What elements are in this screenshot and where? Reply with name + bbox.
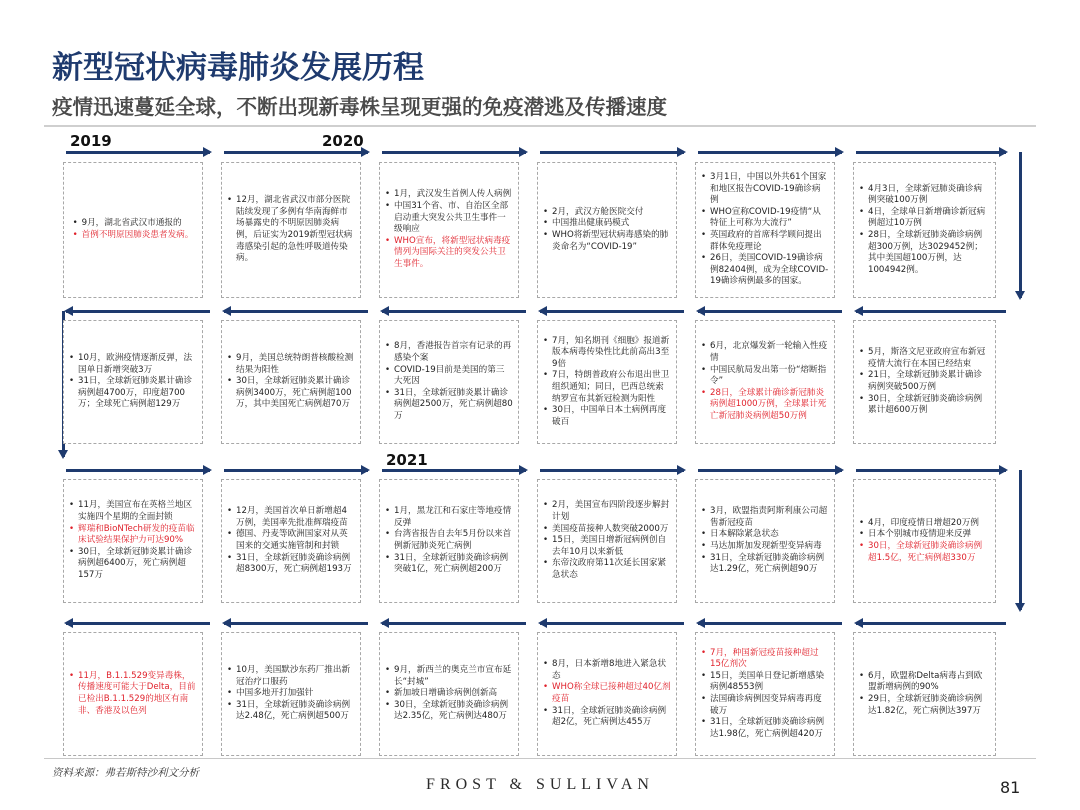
event-item: • 30日，中国单日本土病例再度破百 [543, 405, 671, 428]
timeline-event-card [63, 632, 203, 756]
timeline-arrow [698, 622, 842, 625]
event-item: • 31日，全球新冠肺炎确诊病例达1.29亿，死亡病例超90万 [701, 553, 829, 576]
event-list [543, 336, 671, 429]
timeline-event-card [221, 479, 361, 603]
event-list [701, 341, 829, 422]
event-list [385, 189, 513, 270]
event-list [701, 172, 829, 288]
event-item: • 4月3日，全球新冠肺炎确诊病例突破100万例 [859, 184, 990, 207]
event-item: • 3月1日，中国以外共61个国家和地区报告COVID-19确诊病例 [701, 172, 829, 207]
event-item: • 30日，全球新冠肺炎确诊病例达2.35亿，死亡病例达480万 [385, 700, 513, 723]
year-label-2021: 2021 [386, 451, 428, 469]
timeline-event-card [695, 162, 835, 298]
event-list [69, 353, 197, 411]
timeline-event-card [221, 632, 361, 756]
event-item: • 东帝汶政府第11次延长国家紧急状态 [543, 558, 671, 581]
event-item: • 2月，武汉方舱医院交付 [543, 207, 671, 219]
event-list [701, 648, 829, 741]
timeline-arrow [856, 622, 1006, 625]
event-item: • 美国疫苗接种人数突破2000万 [543, 524, 671, 536]
event-item: • 12月，美国首次单日新增超4万例，美国率先批准辉瑞疫苗 [227, 506, 355, 529]
event-list [859, 518, 990, 564]
timeline-arrow [382, 469, 526, 472]
event-item: • 1月，武汉发生首例人传人病例 [385, 189, 513, 201]
event-item: • 31日，全球新冠肺炎确诊病例达1.98亿，死亡病例超420万 [701, 717, 829, 740]
event-item: • 法国确诊病例因变异病毒再度破万 [701, 694, 829, 717]
event-item: • 28日，全球累计确诊新冠肺炎病例超1000万例，全球累计死亡新冠肺炎病例超50万例 [701, 388, 829, 423]
event-item: • 2月，美国宣布四阶段逐步解封计划 [543, 500, 671, 523]
event-item: • 30日，全球新冠肺炎累计确诊病例超6400万，死亡病例超157万 [69, 547, 197, 582]
event-item: • 15日，美国日增新冠病例创自去年10月以来新低 [543, 535, 671, 558]
event-item: • 8月，香港报告首宗有记录的再感染个案 [385, 341, 513, 364]
timeline-arrow [856, 151, 1006, 154]
timeline-event-card [379, 320, 519, 444]
event-list [543, 207, 671, 253]
event-item: • 7月，知名期刊《细胞》报道新版本病毒传染性比此前高出3至9倍 [543, 336, 671, 371]
event-item: • 中国多地开打加强针 [227, 688, 355, 700]
event-item: • 10月，美国默沙东药厂推出新冠治疗口服药 [227, 665, 355, 688]
timeline-arrow [66, 151, 210, 154]
event-list [543, 500, 671, 581]
event-item: • 6月，欧盟称Delta病毒占到欧盟新增病例的90% [859, 671, 990, 694]
event-list [859, 347, 990, 417]
event-item: • 中国民航局发出第一份“熔断指令” [701, 365, 829, 388]
timeline-event-card [537, 162, 677, 298]
event-item: • 8月，日本新增8地进入紧急状态 [543, 659, 671, 682]
event-item: • 31日，全球新冠肺炎累计确诊病例超2500万，死亡病例超80万 [385, 388, 513, 423]
event-item: • WHO将新型冠状病毒感染的肺炎命名为“COVID-19” [543, 230, 671, 253]
event-item: • 日本解除紧急状态 [701, 529, 829, 541]
event-item: • 30日，全球新冠肺炎累计确诊病例3400万，死亡病例超100万，其中美国死亡病例超70万 [227, 376, 355, 411]
timeline-event-card [379, 479, 519, 603]
timeline-event-card [221, 162, 361, 298]
event-item: • 马达加斯加发现新型变异病毒 [701, 541, 829, 553]
event-item: • 31日，全球新冠肺炎累计确诊病例超4700万，印度超700万；全球死亡病例超129万 [69, 376, 197, 411]
event-item: • 3月，欧盟指责阿斯利康公司超售新冠疫苗 [701, 506, 829, 529]
timeline-event-card [63, 162, 203, 298]
timeline-arrow [698, 151, 842, 154]
event-item: • 11月，美国宣布在英格兰地区实施四个星期的全面封锁 [69, 500, 197, 523]
event-item: • 首例不明原因肺炎患者发病。 [73, 230, 194, 242]
event-item: • 29日，全球新冠肺炎确诊病例达1.82亿，死亡病例达397万 [859, 694, 990, 717]
event-item: • 中国31个省、市、自治区全部启动重大突发公共卫生事件一级响应 [385, 201, 513, 236]
event-list [73, 218, 194, 241]
event-item: • 31日，全球新冠肺炎确诊病例超2亿，死亡病例达455万 [543, 706, 671, 729]
event-item: • 4月，印度疫情日增超20万例 [859, 518, 990, 530]
event-item: • 6月，北京爆发新一轮输入性疫情 [701, 341, 829, 364]
timeline-event-card [695, 479, 835, 603]
event-item: • 9月，湖北省武汉市通报的 [73, 218, 194, 230]
event-item: • 10月，欧洲疫情逐渐反弹，法国单日新增突破3万 [69, 353, 197, 376]
source-note: 资料来源：弗若斯特沙利文分析 [52, 767, 199, 779]
timeline-arrow [66, 469, 210, 472]
timeline-arrow [382, 151, 526, 154]
footer-divider [44, 758, 1036, 759]
event-item: • 7月，种国新冠疫苗接种超过15亿剂次 [701, 648, 829, 671]
event-item: • 15日，美国单日登记新增感染病例48553例 [701, 671, 829, 694]
event-list [385, 665, 513, 723]
timeline-arrow [856, 469, 1006, 472]
event-item: • 31日，全球新冠肺炎确诊病例超8300万，死亡病例超193万 [227, 553, 355, 576]
event-item: • 31日，全球新冠肺炎确诊病例突破1亿，死亡病例超200万 [385, 553, 513, 576]
timeline-arrow [66, 622, 210, 625]
timeline-arrow [540, 151, 684, 154]
event-item: • WHO称全球已接种超过40亿剂疫苗 [543, 682, 671, 705]
timeline-arrow [540, 469, 684, 472]
timeline-event-card [379, 632, 519, 756]
timeline-event-card [853, 632, 996, 756]
event-list [859, 671, 990, 717]
event-item: • 9月，新西兰的奥克兰市宣布延长“封城” [385, 665, 513, 688]
event-list [385, 341, 513, 422]
event-list [385, 506, 513, 576]
event-item: • 7日，特朗普政府公布退出世卫组织通知；同日，巴西总统索纳罗宣布其新冠检测为阳性 [543, 370, 671, 405]
event-item: • 辉瑞和BioNTech研发的疫苗临床试验结果保护力可达90% [69, 524, 197, 547]
timeline-event-card [853, 479, 996, 603]
timeline-event-card [853, 162, 996, 298]
timeline-arrow [66, 310, 210, 313]
event-item: • 21日，全球新冠肺炎累计确诊病例突破500万例 [859, 370, 990, 393]
timeline-arrow [698, 310, 842, 313]
year-label-2019: 2019 [70, 132, 112, 150]
timeline-arrow [224, 622, 368, 625]
event-list [69, 671, 197, 717]
timeline-event-card [537, 479, 677, 603]
event-item: • 4日，全球单日新增确诊新冠病例超过10万例 [859, 207, 990, 230]
company-logo: FROST & SULLIVAN [426, 776, 654, 793]
event-item: • 新加坡日增确诊病例创新高 [385, 688, 513, 700]
event-item: • 12月，湖北省武汉市部分医院陆续发现了多例有华南海鲜市场暴露史的不明原因肺炎病例，后证实为2019新型冠状病毒感染引起的急性呼吸道传染病。 [227, 195, 355, 265]
event-list [69, 500, 197, 581]
timeline-arrow [698, 469, 842, 472]
event-item: • 日本个别城市疫情迎来反弹 [859, 529, 990, 541]
event-list [227, 506, 355, 576]
timeline-event-card [853, 320, 996, 444]
timeline-arrow [224, 469, 368, 472]
page-title: 新型冠状病毒肺炎发展历程 [52, 50, 424, 86]
event-item: • 11月，B.1.1.529变异毒株，传播速度可能大于Delta，目前已检出B.1.1.529的地区有南非、香港及以色列 [69, 671, 197, 717]
timeline-arrow [224, 310, 368, 313]
event-item: • WHO宣布，将新型冠状病毒疫情列为国际关注的突发公共卫生事件。 [385, 236, 513, 271]
timeline-event-card [63, 479, 203, 603]
timeline-arrow [382, 310, 526, 313]
event-list [227, 353, 355, 411]
timeline-arrow [856, 310, 1006, 313]
event-item: • 30日，全球新冠肺炎确诊病例超1.5亿，死亡病例超330万 [859, 541, 990, 564]
event-item: • 5月，斯洛文尼亚政府宣布新冠疫情大流行在本国已经结束 [859, 347, 990, 370]
event-item: • 中国推出健康码模式 [543, 218, 671, 230]
event-item: • 1月，黑龙江和石家庄等地疫情反弹 [385, 506, 513, 529]
timeline-event-card [63, 320, 203, 444]
timeline-arrow [382, 622, 526, 625]
event-item: • 9月，美国总统特朗普核酸检测结果为阳性 [227, 353, 355, 376]
timeline-event-card [537, 632, 677, 756]
timeline-event-card [379, 162, 519, 298]
page-subtitle: 疫情迅速蔓延全球，不断出现新毒株呈现更强的免疫潜逃及传播速度 [52, 95, 667, 119]
timeline-event-card [695, 632, 835, 756]
event-list [859, 184, 990, 277]
event-list [701, 506, 829, 576]
timeline-down-arrow [1019, 152, 1022, 298]
timeline-arrow [224, 151, 368, 154]
event-item: • 德国、丹麦等欧洲国家对从英国来的交通实施管制和封锁 [227, 529, 355, 552]
page-number: 81 [1000, 778, 1021, 797]
event-list [227, 665, 355, 723]
event-item: • COVID-19目前是美国的第三大死因 [385, 365, 513, 388]
event-item: • 28日，全球新冠肺炎确诊病例超300万例，达3029452例；其中美国超100万例，达1004942例。 [859, 230, 990, 276]
timeline-event-card [221, 320, 361, 444]
timeline-event-card [695, 320, 835, 444]
year-label-2020: 2020 [322, 132, 364, 150]
event-item: • 31日，全球新冠肺炎确诊病例达2.48亿，死亡病例超500万 [227, 700, 355, 723]
timeline-down-arrow [1019, 470, 1022, 610]
timeline-arrow [540, 310, 684, 313]
event-list [543, 659, 671, 729]
header-divider [44, 125, 1036, 127]
event-item: • 台湾省报告自去年5月份以来首例新冠肺炎死亡病例 [385, 529, 513, 552]
timeline-event-card [537, 320, 677, 444]
event-list [227, 195, 355, 265]
event-item: • 英国政府的首席科学顾问提出群体免疫理论 [701, 230, 829, 253]
event-item: • 26日，美国COVID-19确诊病例82404例，成为全球COVID-19确诊病例最多的国家。 [701, 253, 829, 288]
event-item: • WHO宣称COVID-19疫情“从特征上可称为大流行” [701, 207, 829, 230]
event-item: • 30日，全球新冠肺炎确诊病例累计超600万例 [859, 394, 990, 417]
timeline-arrow [540, 622, 684, 625]
